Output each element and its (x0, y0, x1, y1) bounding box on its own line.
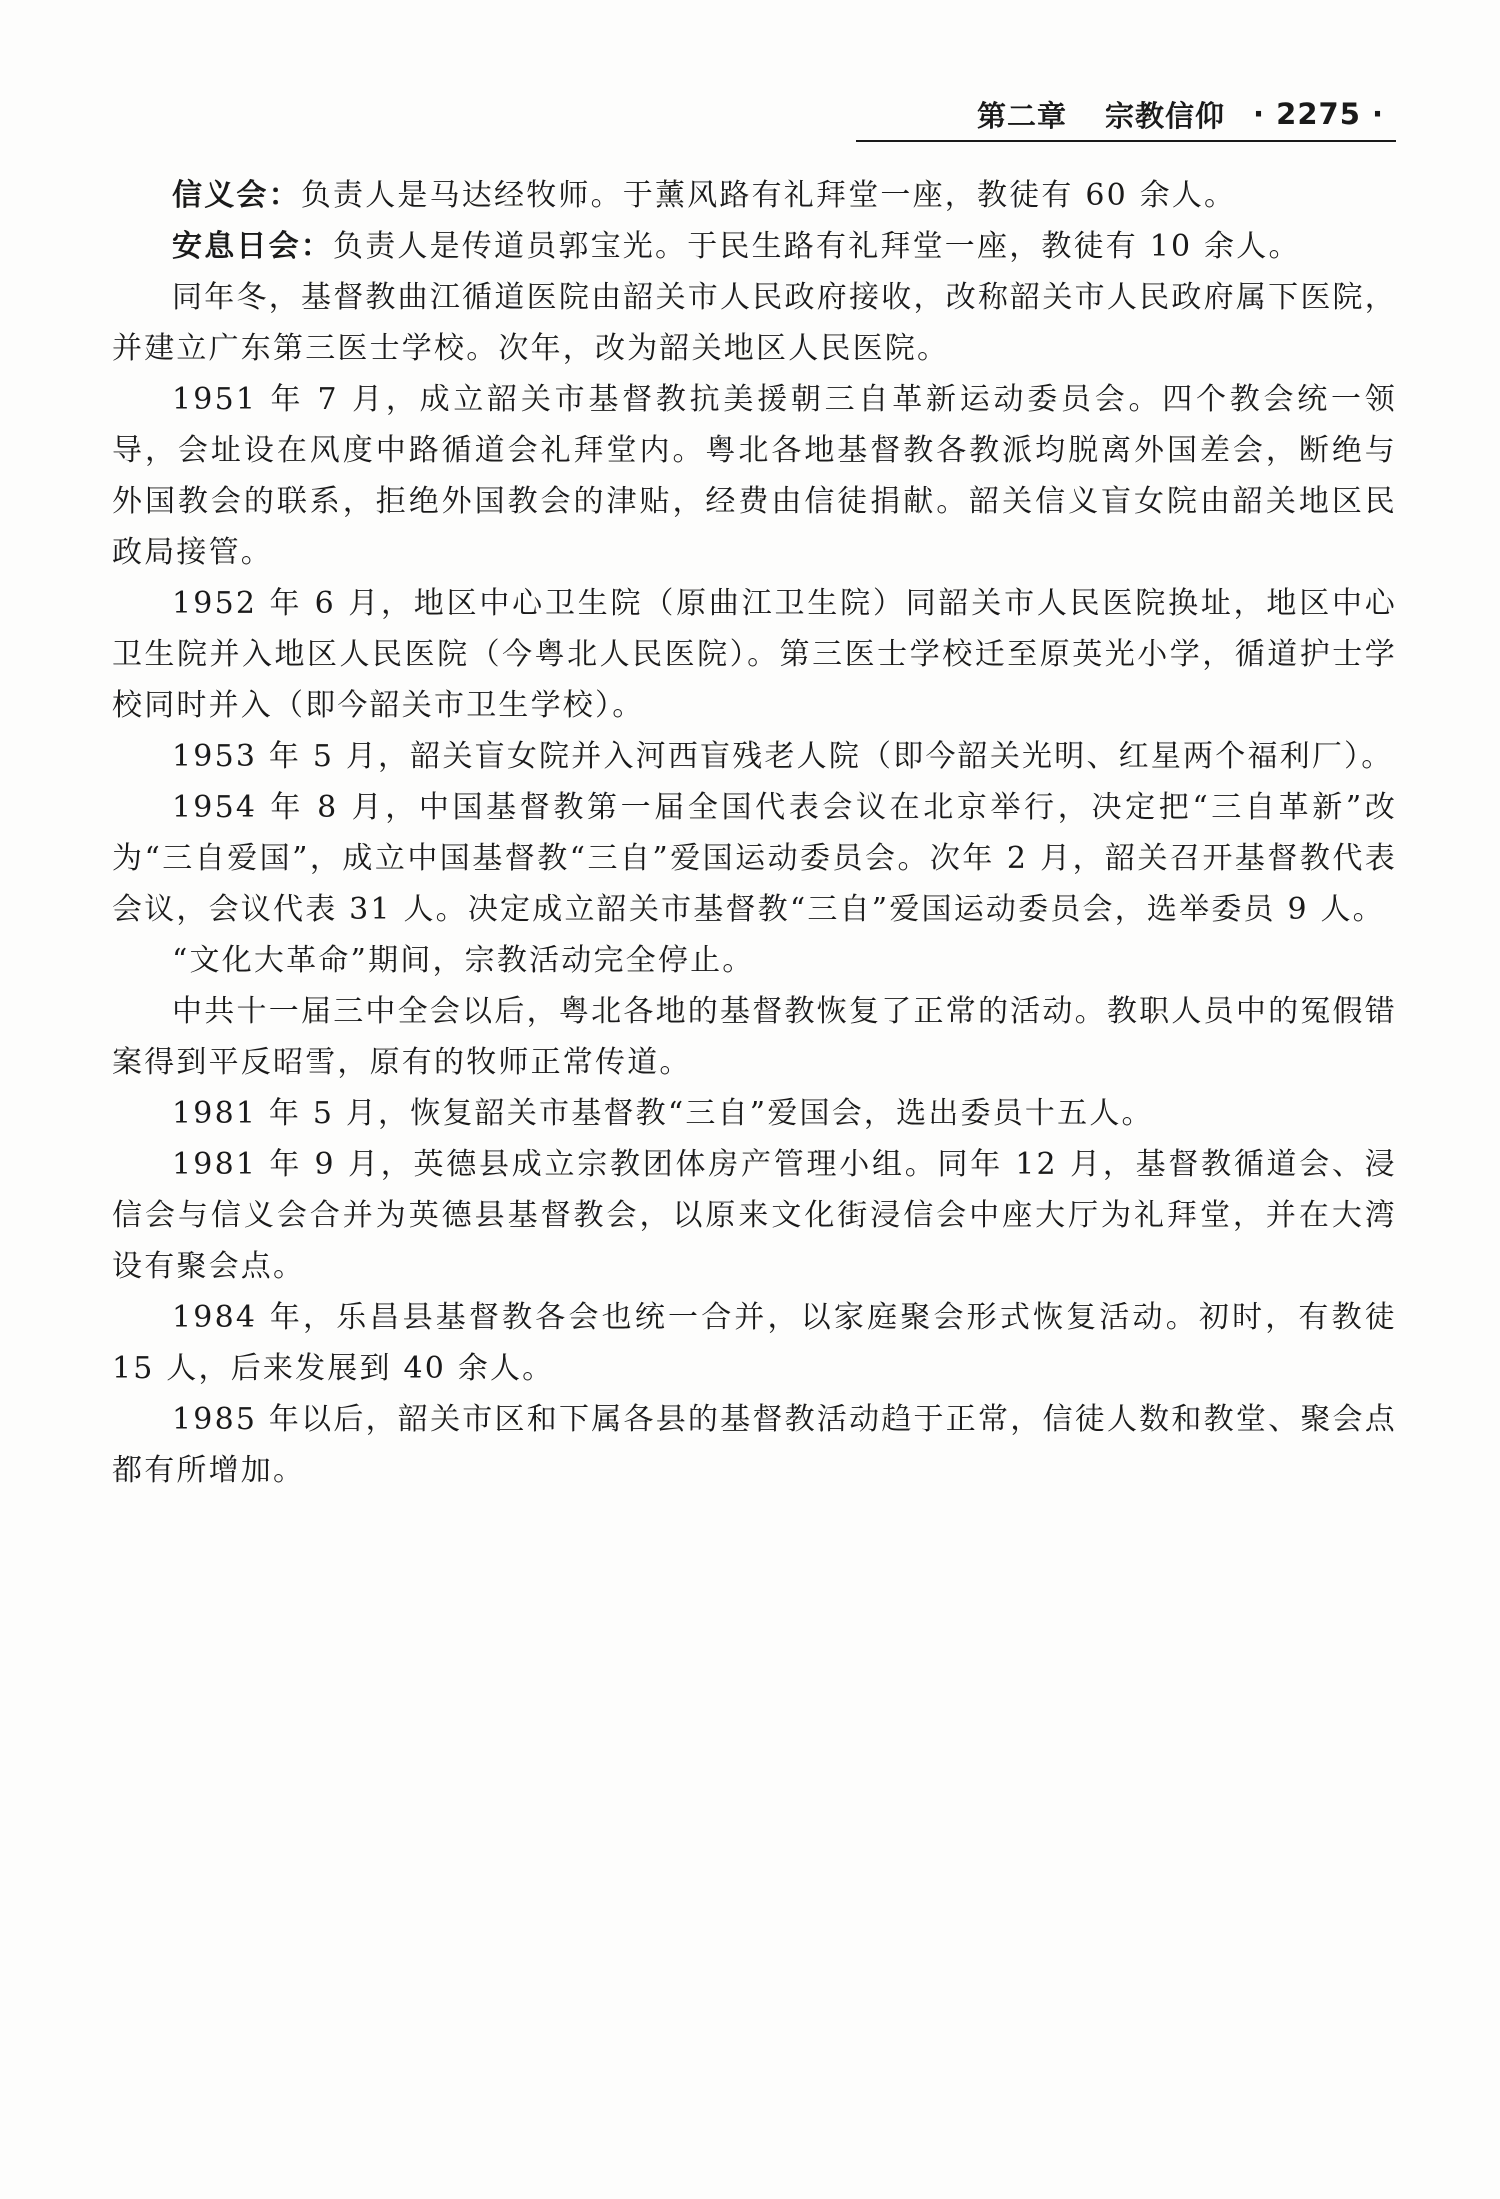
paragraph-text: 1985 年以后，韶关市区和下属各县的基督教活动趋于正常，信徒人数和教堂、聚会点都有所增加。 (112, 1402, 1397, 1488)
paragraph (112, 170, 1397, 221)
paragraph-label: 安息日会： (172, 229, 333, 264)
paragraph-text: 1951 年 7 月，成立韶关市基督教抗美援朝三自革新运动委员会。四个教会统一领导，会址设在风度中路循道会礼拜堂内。粤北各地基督教各教派均脱离外国差会，断绝与外国教会的联系，拒绝外国教会的津贴，经费由信徒捐献。韶关信义盲女院由韶关地区民政局接管。 (112, 382, 1397, 570)
paragraph-text: 1981 年 5 月，恢复韶关市基督教“三自”爱国会，选出委员十五人。 (172, 1096, 1154, 1131)
paragraph-text: 1954 年 8 月，中国基督教第一届全国代表会议在北京举行，决定把“三自革新”改为“三自爱国”，成立中国基督教“三自”爱国运动委员会。次年 2 月，韶关召开基督教代表会议，会议代表 31 人。决定成立韶关市基督教“三自”爱国运动委员会，选举委员 9 人。 (112, 790, 1397, 927)
paragraph (112, 935, 1397, 986)
paragraph-label: 信义会： (172, 178, 301, 213)
paragraph-text: 1981 年 9 月，英德县成立宗教团体房产管理小组。同年 12 月，基督教循道会、浸信会与信义会合并为英德县基督教会，以原来文化街浸信会中座大厅为礼拜堂，并在大湾设有聚会点。 (112, 1147, 1397, 1284)
running-header (856, 88, 1396, 142)
paragraph-text: 负责人是马达经牧师。于薰风路有礼拜堂一座，教徒有 60 余人。 (300, 178, 1237, 213)
paragraph (112, 374, 1397, 578)
paragraph-text: 负责人是传道员郭宝光。于民生路有礼拜堂一座，教徒有 10 余人。 (333, 229, 1301, 264)
chapter-title: 宗教信仰 (1105, 98, 1226, 133)
paragraph (112, 1088, 1397, 1139)
paragraph-text: 同年冬，基督教曲江循道医院由韶关市人民政府接收，改称韶关市人民政府属下医院，并建立广东第三医士学校。次年，改为韶关地区人民医院。 (112, 280, 1397, 366)
paragraph (112, 578, 1397, 731)
paragraph (112, 272, 1397, 374)
paragraph-text: “文化大革命”期间，宗教活动完全停止。 (172, 943, 755, 978)
paragraph (112, 986, 1397, 1088)
paragraph (112, 731, 1397, 782)
paragraph-text: 中共十一届三中全会以后，粤北各地的基督教恢复了正常的活动。教职人员中的冤假错案得到平反昭雪，原有的牧师正常传道。 (112, 994, 1397, 1080)
paragraph (112, 1292, 1397, 1394)
body-text (112, 170, 1397, 1496)
paragraph (112, 221, 1397, 272)
paragraph-text: 1952 年 6 月，地区中心卫生院（原曲江卫生院）同韶关市人民医院换址，地区中心卫生院并入地区人民医院（今粤北人民医院）。第三医士学校迁至原英光小学，循道护士学校同时并入（即今韶关市卫生学校）。 (112, 586, 1397, 723)
paragraph-text: 1984 年，乐昌县基督教各会也统一合并，以家庭聚会形式恢复活动。初时，有教徒 15 人，后来发展到 40 余人。 (112, 1300, 1397, 1386)
paragraph-text: 1953 年 5 月，韶关盲女院并入河西盲残老人院（即今韶关光明、红星两个福利厂）。 (172, 739, 1394, 774)
page-number: · 2275 · (1253, 97, 1384, 131)
paragraph (112, 782, 1397, 935)
chapter-number: 第二章 (977, 98, 1068, 133)
paragraph (112, 1394, 1397, 1496)
paragraph (112, 1139, 1397, 1292)
